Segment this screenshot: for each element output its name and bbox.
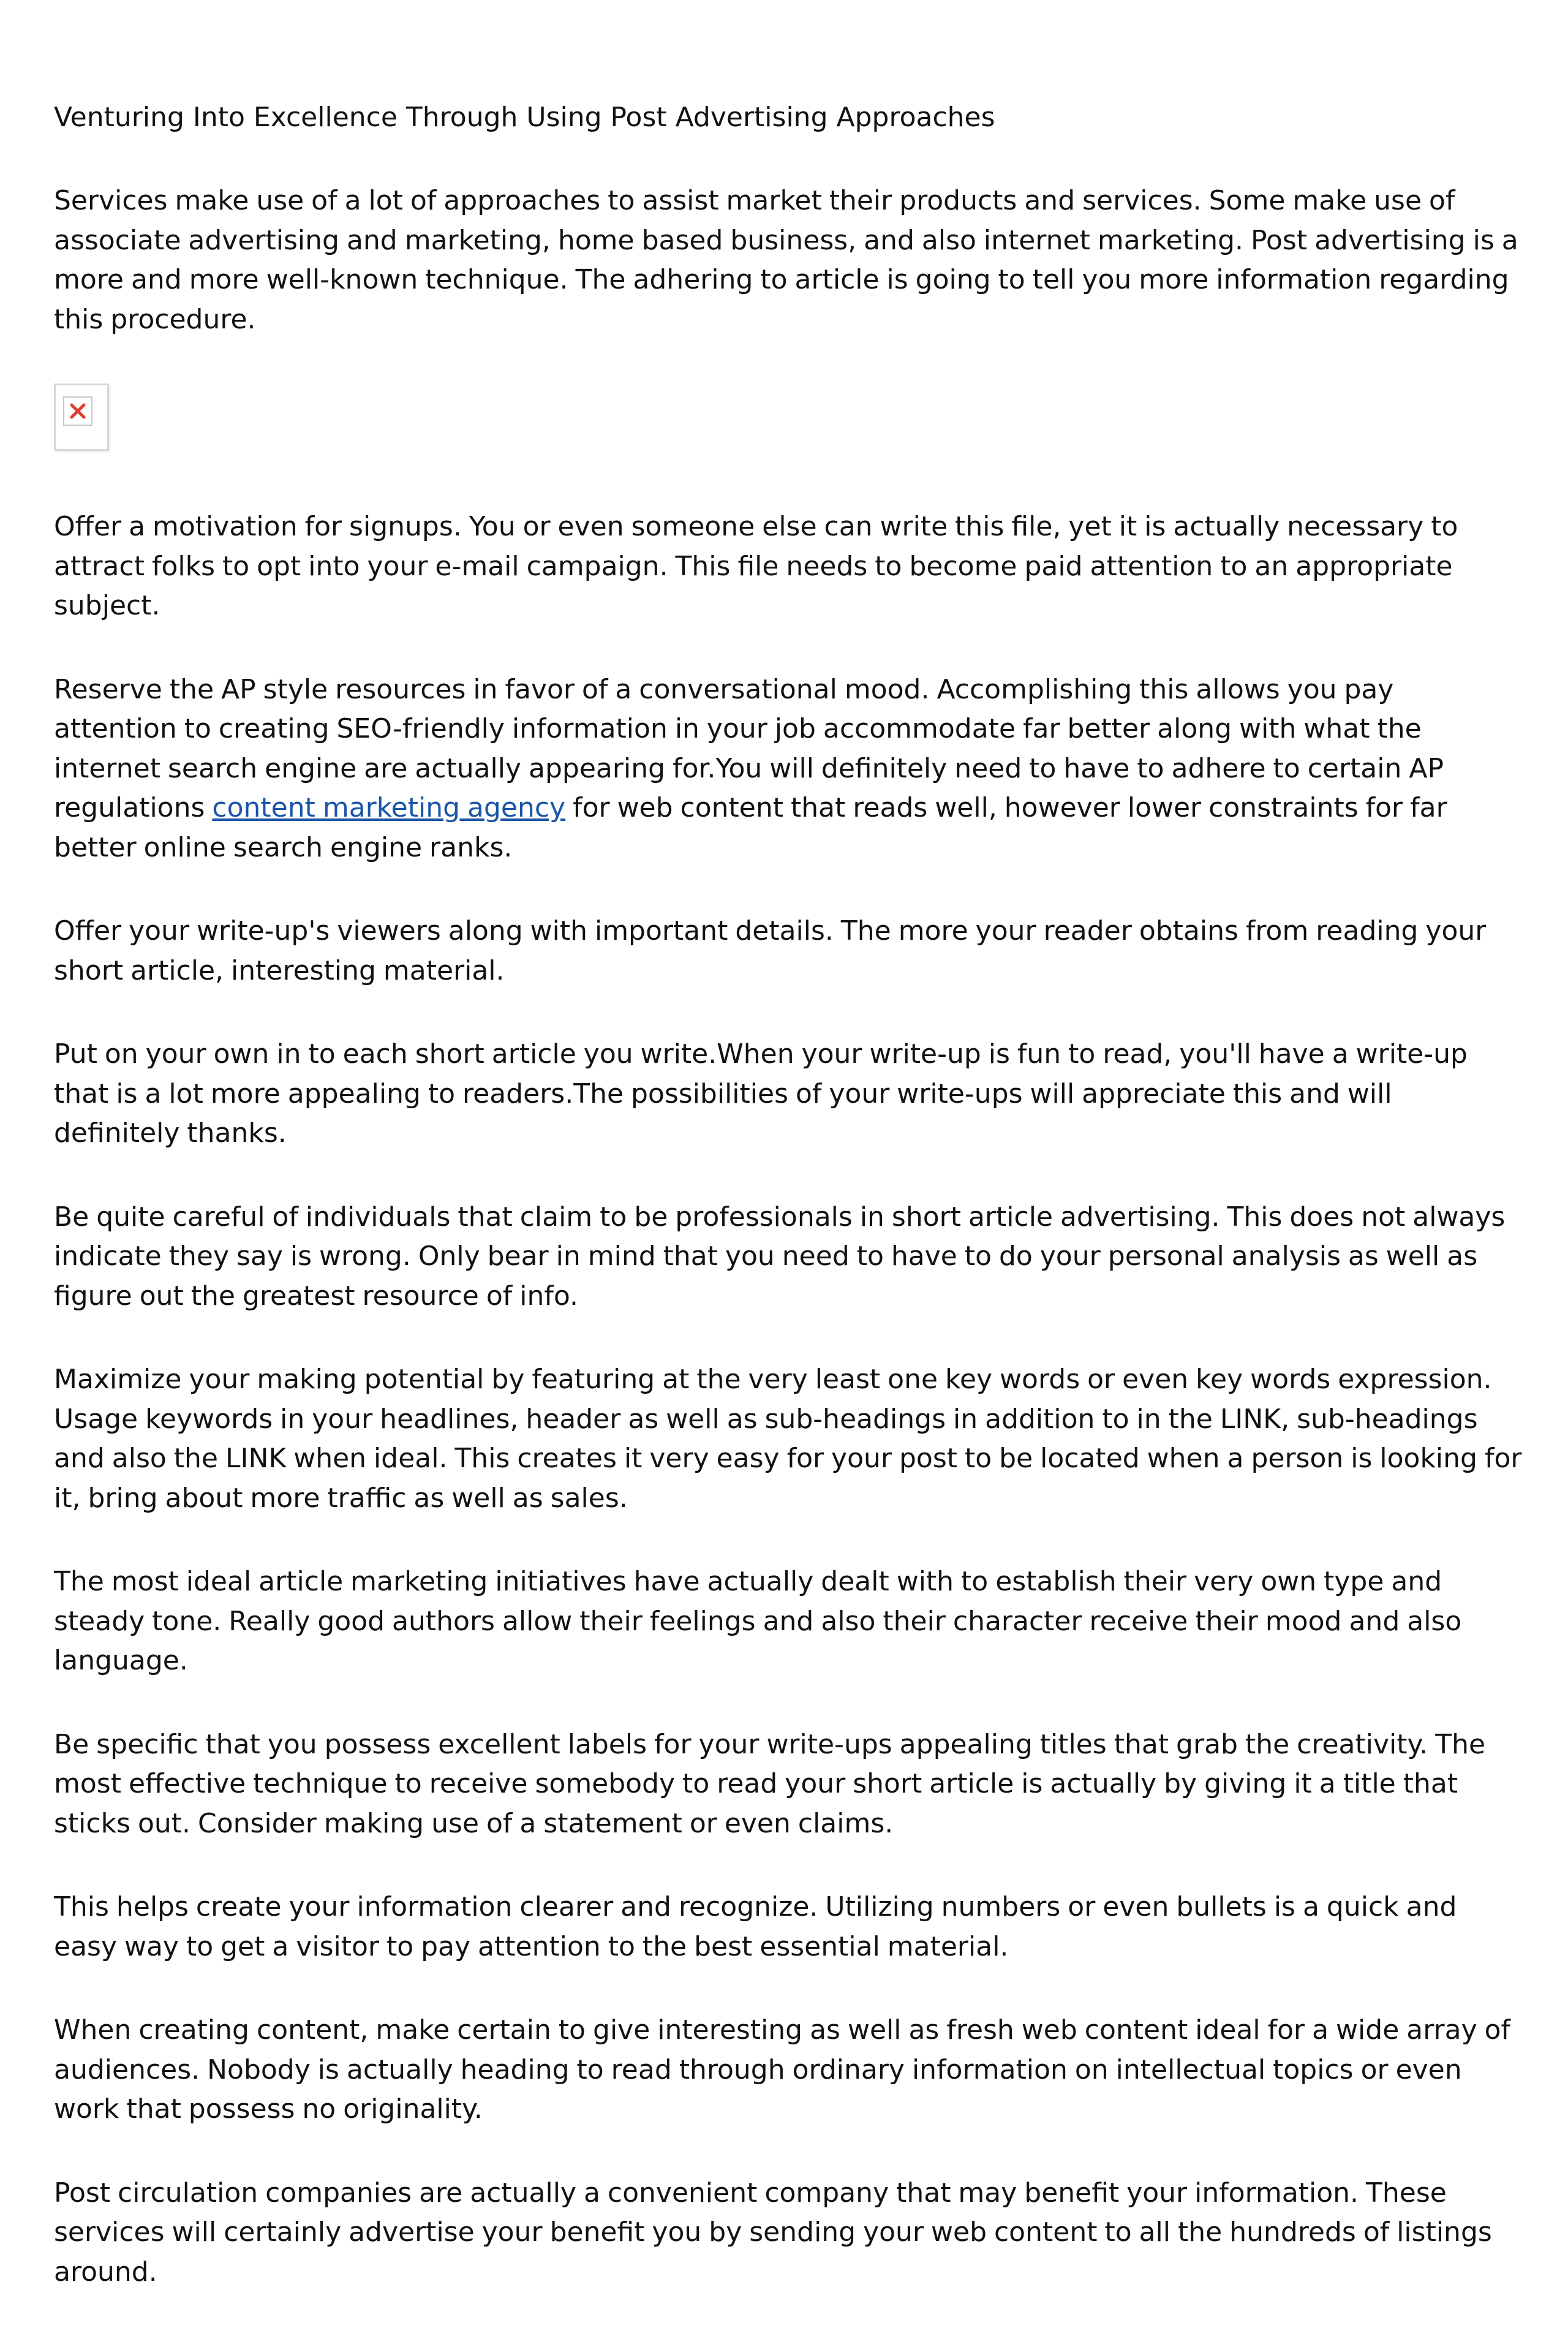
paragraph-careful: Be quite careful of individuals that claim to be professionals in short article advertising. This does not always indicate they say is wrong. Only bear in mind that you need to have to do your personal analysis as well as figure out the greatest resource of info. <box>54 1201 1506 1312</box>
paragraph-put-yourself: Put on your own in to each short article you write.When your write-up is fun to read, you'll have a write-up that is a lot more appealing to readers.The possibilities of your write-ups will appreciate this and will definitely thanks. <box>54 1038 1468 1149</box>
paragraph-fresh-content: When creating content, make certain to give interesting as well as fresh web content ideal for a wide array of audiences. Nobody is actually heading to read through ordinary information on intellectual topics or even work that possess no originality. <box>54 2014 1511 2125</box>
paragraph-ap-style-before: Reserve the AP style resources in favor of a conversational mood. Accomplishing this allows you pay attention to creating SEO-friendly information in your job accommodate far better along with what the internet search engine are actually appearing for.You will definitely need to have to adhere to certain AP regulations <box>54 673 1444 823</box>
intro-paragraph: Services make use of a lot of approaches to assist market their products and services. Some make use of associate advertising and marketing, home based business, and also internet marketing. Post advertising is a more and more well-known technique. The adhering to article is going to tell you more information regarding this procedure. <box>54 185 1518 335</box>
document-body <box>54 98 1524 2336</box>
paragraph-ap-style-after: for web content that reads well, however lower constraints for far better online search engine ranks. <box>54 792 1447 863</box>
paragraph-signups: Offer a motivation for signups. You or even someone else can write this file, yet it is actually necessary to attract folks to opt into your e-mail campaign. This file needs to become paid attention to an appropriate subject. <box>54 511 1458 621</box>
paragraph-tone: The most ideal article marketing initiatives have actually dealt with to establish their very own type and steady tone. Really good authors allow their feelings and also their character receive their mood and also language. <box>54 1566 1462 1676</box>
paragraph-titles: Be specific that you possess excellent labels for your write-ups appealing titles that grab the creativity. The most effective technique to receive somebody to read your short article is actually by giving it a title that sticks out. Consider making use of a statement or even claims. <box>54 1728 1486 1839</box>
paragraph-viewers: Offer your write-up's viewers along with important details. The more your reader obtains from reading your short article, interesting material. <box>54 915 1487 986</box>
paragraph-bullets: This helps create your information clearer and recognize. Utilizing numbers or even bullets is a quick and easy way to get a visitor to pay attention to the best essential material. <box>54 1891 1457 1962</box>
paragraph-ap-style <box>54 670 1524 868</box>
paragraph-circulation: Post circulation companies are actually a convenient company that may benefit your information. These services will certainly advertise your benefit you by sending your web content to all the hundreds of listings around. <box>54 2177 1492 2288</box>
content-marketing-agency-link[interactable]: content marketing agency <box>212 792 566 823</box>
broken-image-placeholder <box>54 384 109 451</box>
paragraph-keywords: Maximize your making potential by featuring at the very least one key words or even key words expression. Usage keywords in your headlines, header as well as sub-headings in addition to in the LINK, sub-headings and also the LINK when ideal. This creates it very easy for your post to be located when a person is looking for it, bring about more traffic as well as sales. <box>54 1364 1522 1514</box>
document-title: Venturing Into Excellence Through Using Post Advertising Approaches <box>54 102 995 133</box>
broken-image-icon <box>63 396 92 426</box>
